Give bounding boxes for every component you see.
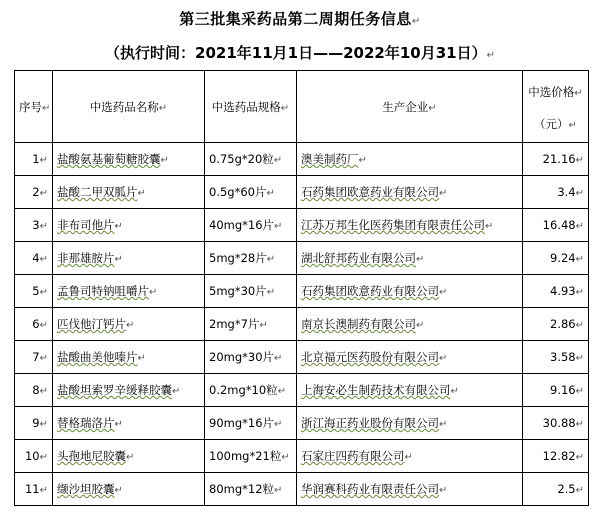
paragraph-mark: ↵ xyxy=(439,188,448,199)
paragraph-mark: ↵ xyxy=(411,16,421,27)
table-row xyxy=(15,341,589,374)
drug-spec-cell xyxy=(205,242,297,275)
paragraph-mark: ↵ xyxy=(277,386,287,397)
drug-spec: 90mg*16片 xyxy=(209,416,275,430)
price-cell xyxy=(523,242,589,275)
paragraph-mark: ↵ xyxy=(439,287,448,298)
table-row xyxy=(15,275,589,308)
paragraph-mark: ↵ xyxy=(114,419,123,430)
paragraph-mark: ↵ xyxy=(485,221,494,232)
table-row xyxy=(15,473,589,506)
drug-spec: 40mg*16片 xyxy=(209,218,275,232)
paragraph-mark: ↵ xyxy=(39,221,48,232)
manufacturer-cell xyxy=(297,374,523,407)
paragraph-mark: ↵ xyxy=(575,320,584,331)
price: 2.86 xyxy=(550,317,576,331)
paragraph-mark: ↵ xyxy=(266,188,275,199)
manufacturer: 湖北舒邦药业有限公司 xyxy=(301,251,416,265)
manufacturer: 上海安必生制药技术有限公司 xyxy=(301,383,451,397)
paragraph-mark: ↵ xyxy=(137,188,146,199)
paragraph-mark: ↵ xyxy=(281,452,290,463)
paragraph-mark: ↵ xyxy=(486,50,495,61)
table-row xyxy=(15,242,589,275)
drug-name-cell xyxy=(53,308,205,341)
header-price: 中选价格↵ （元）↵ xyxy=(523,71,589,143)
drug-name: 盐酸氨基葡萄糖胶囊 xyxy=(57,152,161,166)
row-number: 3 xyxy=(32,218,40,232)
paragraph-mark: ↵ xyxy=(39,386,48,397)
row-number-cell xyxy=(15,143,53,176)
drug-name-cell xyxy=(53,275,205,308)
paragraph-mark: ↵ xyxy=(266,254,276,265)
paragraph-mark: ↵ xyxy=(575,254,584,265)
paragraph-mark: ↵ xyxy=(450,386,459,397)
drug-spec: 0.5g*60片 xyxy=(209,185,267,199)
price-cell xyxy=(523,308,589,341)
drug-name: 孟鲁司特钠咀嚼片 xyxy=(57,284,149,298)
drug-name-cell xyxy=(53,341,205,374)
paragraph-mark: ↵ xyxy=(126,320,135,331)
row-number-cell xyxy=(15,440,53,473)
paragraph-mark: ↵ xyxy=(114,485,123,496)
drug-name-cell xyxy=(53,242,205,275)
price: 21.16 xyxy=(542,152,576,166)
drug-spec-cell xyxy=(205,143,297,176)
paragraph-mark: ↵ xyxy=(39,320,48,331)
price: 9.16 xyxy=(550,383,576,397)
drug-name: 盐酸二甲双胍片 xyxy=(57,185,138,199)
table-header-row xyxy=(15,71,589,143)
paragraph-mark: ↵ xyxy=(39,485,48,496)
drug-spec: 5mg*30片 xyxy=(209,284,267,298)
price: 12.82 xyxy=(542,449,576,463)
manufacturer-cell xyxy=(297,440,523,473)
drug-spec: 20mg*30片 xyxy=(209,350,275,364)
drug-spec-cell xyxy=(205,407,297,440)
document-subtitle xyxy=(0,42,600,63)
paragraph-mark: ↵ xyxy=(39,419,48,430)
paragraph-mark: ↵ xyxy=(274,353,283,364)
drug-spec-cell xyxy=(205,341,297,374)
paragraph-mark: ↵ xyxy=(439,419,448,430)
manufacturer: 石药集团欧意药业有限公司 xyxy=(301,284,439,298)
manufacturer: 华润赛科药业有限责任公司 xyxy=(301,482,439,496)
manufacturer: 浙江海正药业股份有限公司 xyxy=(301,416,439,430)
table-row xyxy=(15,308,589,341)
header-no: 序号↵ xyxy=(15,71,53,143)
row-number: 5 xyxy=(32,284,40,298)
drug-name: 盐酸坦索罗辛缓释胶囊 xyxy=(57,383,172,397)
row-number-cell xyxy=(15,341,53,374)
paragraph-mark: ↵ xyxy=(575,485,584,496)
price-cell xyxy=(523,176,589,209)
paragraph-mark: ↵ xyxy=(172,386,181,397)
row-number: 7 xyxy=(32,350,40,364)
manufacturer-cell xyxy=(297,407,523,440)
drug-spec: 2mg*7片 xyxy=(209,317,260,331)
paragraph-mark: ↵ xyxy=(274,419,283,430)
row-number: 9 xyxy=(32,416,40,430)
manufacturer-cell xyxy=(297,473,523,506)
drug-spec: 0.2mg*10粒 xyxy=(209,383,278,397)
manufacturer-cell xyxy=(297,143,523,176)
header-maker: 生产企业↵ xyxy=(297,71,523,143)
paragraph-mark: ↵ xyxy=(39,353,48,364)
paragraph-mark: ↵ xyxy=(575,155,584,166)
drug-spec: 0.75g*20粒 xyxy=(209,152,274,166)
manufacturer-cell xyxy=(297,209,523,242)
drug-name-cell xyxy=(53,407,205,440)
drug-name-cell xyxy=(53,473,205,506)
paragraph-mark: ↵ xyxy=(416,320,425,331)
price-cell xyxy=(523,440,589,473)
row-number: 4 xyxy=(32,251,40,265)
row-number-cell xyxy=(15,308,53,341)
price: 4.93 xyxy=(550,284,576,298)
manufacturer: 南京长澳制药有限公司 xyxy=(301,317,416,331)
paragraph-mark: ↵ xyxy=(39,254,48,265)
drug-name: 头孢地尼胶囊 xyxy=(57,449,126,463)
paragraph-mark: ↵ xyxy=(575,386,584,397)
manufacturer: 北京福元医药股份有限公司 xyxy=(301,350,439,364)
paragraph-mark: ↵ xyxy=(126,452,135,463)
row-number-cell xyxy=(15,473,53,506)
drug-spec-cell xyxy=(205,473,297,506)
paragraph-mark: ↵ xyxy=(575,353,584,364)
paragraph-mark: ↵ xyxy=(575,452,584,463)
manufacturer-cell xyxy=(297,308,523,341)
document-title xyxy=(0,8,600,29)
row-number-cell xyxy=(15,374,53,407)
manufacturer-cell xyxy=(297,242,523,275)
paragraph-mark: ↵ xyxy=(439,353,448,364)
price: 9.24 xyxy=(550,251,576,265)
paragraph-mark: ↵ xyxy=(39,155,48,166)
header-name: 中选药品名称↵ xyxy=(53,71,205,143)
drug-spec: 80mg*12粒 xyxy=(209,482,275,496)
price: 3.58 xyxy=(550,350,576,364)
paragraph-mark: ↵ xyxy=(416,254,425,265)
manufacturer-cell xyxy=(297,176,523,209)
drug-table xyxy=(14,70,589,506)
row-number: 2 xyxy=(32,185,40,199)
paragraph-mark: ↵ xyxy=(274,485,283,496)
drug-name-cell xyxy=(53,374,205,407)
drug-spec-cell xyxy=(205,308,297,341)
manufacturer-cell xyxy=(297,341,523,374)
table-body xyxy=(15,143,589,506)
paragraph-mark: ↵ xyxy=(39,188,48,199)
drug-spec: 100mg*21粒 xyxy=(209,449,282,463)
table-row xyxy=(15,176,589,209)
paragraph-mark: ↵ xyxy=(39,287,48,298)
drug-name: 非布司他片 xyxy=(57,218,115,232)
price-cell xyxy=(523,407,589,440)
table-row xyxy=(15,440,589,473)
drug-name: 盐酸曲美他嗪片 xyxy=(57,350,138,364)
drug-spec-cell xyxy=(205,176,297,209)
paragraph-mark: ↵ xyxy=(114,254,123,265)
row-number: 8 xyxy=(32,383,40,397)
drug-spec-cell xyxy=(205,374,297,407)
row-number: 6 xyxy=(32,317,40,331)
table-row xyxy=(15,209,589,242)
row-number: 1 xyxy=(32,152,40,166)
paragraph-mark: ↵ xyxy=(439,485,448,496)
price: 2.5 xyxy=(557,482,576,496)
manufacturer: 石药集团欧意药业有限公司 xyxy=(301,185,439,199)
paragraph-mark: ↵ xyxy=(266,287,276,298)
paragraph-mark: ↵ xyxy=(575,287,584,298)
price-cell xyxy=(523,341,589,374)
paragraph-mark: ↵ xyxy=(160,155,169,166)
price-cell xyxy=(523,209,589,242)
row-number-cell xyxy=(15,242,53,275)
manufacturer: 澳美制药厂 xyxy=(301,152,359,166)
paragraph-mark: ↵ xyxy=(149,287,158,298)
manufacturer: 石家庄四药有限公司 xyxy=(301,449,405,463)
row-number: 11 xyxy=(24,482,40,496)
table-row xyxy=(15,374,589,407)
manufacturer: 江苏万邦生化医药集团有限责任公司 xyxy=(301,218,485,232)
drug-name: 匹伐他汀钙片 xyxy=(57,317,126,331)
price-cell xyxy=(523,143,589,176)
paragraph-mark: ↵ xyxy=(39,452,48,463)
price-cell xyxy=(523,275,589,308)
row-number-cell xyxy=(15,176,53,209)
paragraph-mark: ↵ xyxy=(575,188,584,199)
paragraph-mark: ↵ xyxy=(274,221,283,232)
row-number: 10 xyxy=(24,449,40,463)
price: 30.88 xyxy=(542,416,576,430)
drug-name: 缬沙坦胶囊 xyxy=(57,482,115,496)
paragraph-mark: ↵ xyxy=(259,320,268,331)
price-cell xyxy=(523,374,589,407)
price: 3.4 xyxy=(557,185,576,199)
drug-name-cell xyxy=(53,440,205,473)
paragraph-mark: ↵ xyxy=(358,155,367,166)
table-row xyxy=(15,143,589,176)
row-number-cell xyxy=(15,275,53,308)
table-row xyxy=(15,407,589,440)
row-number-cell xyxy=(15,209,53,242)
price-cell xyxy=(523,473,589,506)
drug-spec-cell xyxy=(205,440,297,473)
document-subtitle-text: （执行时间：2021年11月1日——2022年10月31日） xyxy=(105,44,487,62)
paragraph-mark: ↵ xyxy=(114,221,123,232)
paragraph-mark: ↵ xyxy=(137,353,146,364)
row-number-cell xyxy=(15,407,53,440)
paragraph-mark: ↵ xyxy=(575,221,584,232)
paragraph-mark: ↵ xyxy=(575,419,584,430)
paragraph-mark: ↵ xyxy=(273,155,283,166)
drug-spec: 5mg*28片 xyxy=(209,251,267,265)
document-title-text: 第三批集采药品第二周期任务信息 xyxy=(179,10,412,28)
drug-name-cell xyxy=(53,209,205,242)
drug-spec-cell xyxy=(205,275,297,308)
drug-name-cell xyxy=(53,143,205,176)
drug-name: 非那雄胺片 xyxy=(57,251,115,265)
price: 16.48 xyxy=(542,218,576,232)
drug-name: 替格瑞洛片 xyxy=(57,416,115,430)
header-spec: 中选药品规格↵ xyxy=(205,71,297,143)
drug-name-cell xyxy=(53,176,205,209)
drug-spec-cell xyxy=(205,209,297,242)
paragraph-mark: ↵ xyxy=(404,452,413,463)
manufacturer-cell xyxy=(297,275,523,308)
